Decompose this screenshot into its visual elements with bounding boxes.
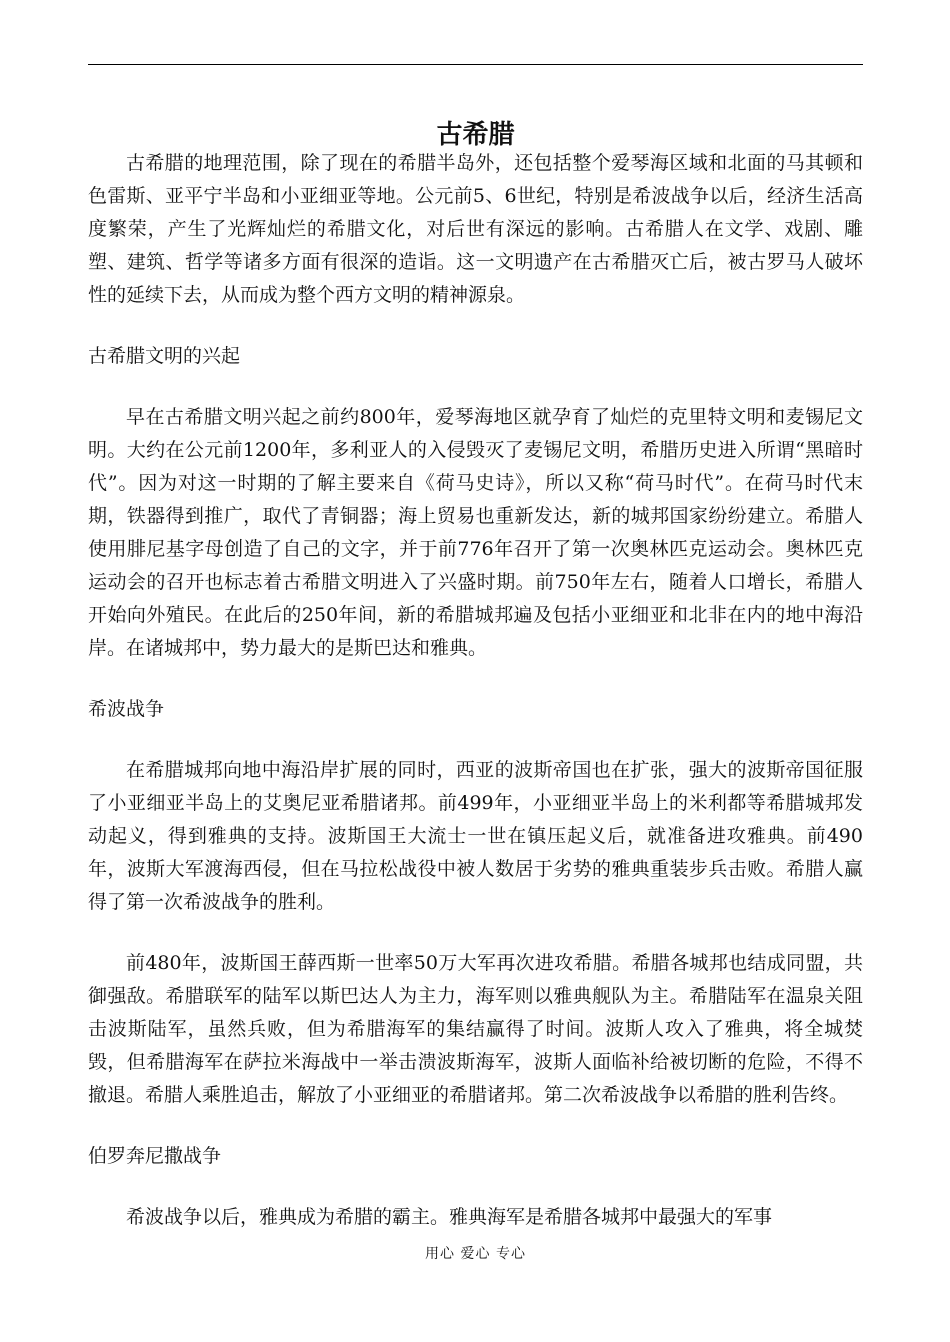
paragraph-greco-persian-2: 前480年，波斯国王薛西斯一世率50万大军再次进攻希腊。希腊各城邦也结成同盟，共御强敌。希腊联军的陆军以斯巴达人为主力，海军则以雅典舰队为主。希腊陆军在温泉关阻击波斯陆军，虽然兵败，但为希腊海军的集结赢得了时间。波斯人攻入了雅典，将全城焚毁，但希腊海军在萨拉米海战中一举击溃波斯海军，波斯人面临补给被切断的危险，不得不撤退。希腊人乘胜追击，解放了小亚细亚的希腊诸邦。第二次希波战争以希腊的胜利告终。 bbox=[88, 952, 863, 1106]
page-title: 古希腊 bbox=[436, 120, 515, 150]
section-heading-rise: 古希腊文明的兴起 bbox=[88, 345, 241, 367]
spacer bbox=[88, 665, 863, 693]
document-body bbox=[88, 147, 863, 1234]
header-rule bbox=[88, 64, 863, 65]
spacer bbox=[88, 726, 863, 754]
paragraph-rise-1: 早在古希腊文明兴起之前约800年，爱琴海地区就孕育了灿烂的克里特文明和麦锡尼文明。大约在公元前1200年，多利亚人的入侵毁灭了麦锡尼文明，希腊历史进入所谓“黑暗时代”。因为对这一时期的了解主要来自《荷马史诗》，所以又称“荷马时代”。在荷马时代末期，铁器得到推广，取代了青铜器；海上贸易也重新发达，新的城邦国家纷纷建立。希腊人使用腓尼基字母创造了自己的文字，并于前776年召开了第一次奥林匹克运动会。奥林匹克运动会的召开也标志着古希腊文明进入了兴盛时期。前750年左右，随着人口增长，希腊人开始向外殖民。在此后的250年间，新的希腊城邦遍及包括小亚细亚和北非在内的地中海沿岸。在诸城邦中，势力最大的是斯巴达和雅典。 bbox=[88, 406, 863, 659]
spacer bbox=[88, 1112, 863, 1140]
section-heading-peloponnesian-war: 伯罗奔尼撒战争 bbox=[88, 1145, 222, 1167]
intro-paragraph: 古希腊的地理范围，除了现在的希腊半岛外，还包括整个爱琴海区域和北面的马其顿和色雷斯、亚平宁半岛和小亚细亚等地。公元前5、6世纪，特别是希波战争以后，经济生活高度繁荣，产生了光辉灿烂的希腊文化，对后世有深远的影响。古希腊人在文学、戏剧、雕塑、建筑、哲学等诸多方面有很深的造诣。这一文明遗产在古希腊灭亡后，被古罗马人破坏性的延续下去，从而成为整个西方文明的精神源泉。 bbox=[88, 152, 863, 306]
spacer bbox=[88, 1173, 863, 1201]
spacer bbox=[88, 919, 863, 947]
section-heading-greco-persian-wars: 希波战争 bbox=[88, 698, 165, 720]
paragraph-greco-persian-1: 在希腊城邦向地中海沿岸扩展的同时，西亚的波斯帝国也在扩张，强大的波斯帝国征服了小亚细亚半岛上的艾奥尼亚希腊诸邦。前499年，小亚细亚半岛上的米利都等希腊城邦发动起义，得到雅典的支持。波斯国王大流士一世在镇压起义后，就准备进攻雅典。前490年，波斯大军渡海西侵，但在马拉松战役中被人数居于劣势的雅典重装步兵击败。希腊人赢得了第一次希波战争的胜利。 bbox=[88, 759, 863, 913]
page-footer: 用心 爱心 专心 bbox=[425, 1246, 526, 1262]
paragraph-peloponnesian-1: 希波战争以后，雅典成为希腊的霸主。雅典海军是希腊各城邦中最强大的军事 bbox=[126, 1206, 773, 1228]
spacer bbox=[88, 373, 863, 401]
spacer bbox=[88, 312, 863, 340]
